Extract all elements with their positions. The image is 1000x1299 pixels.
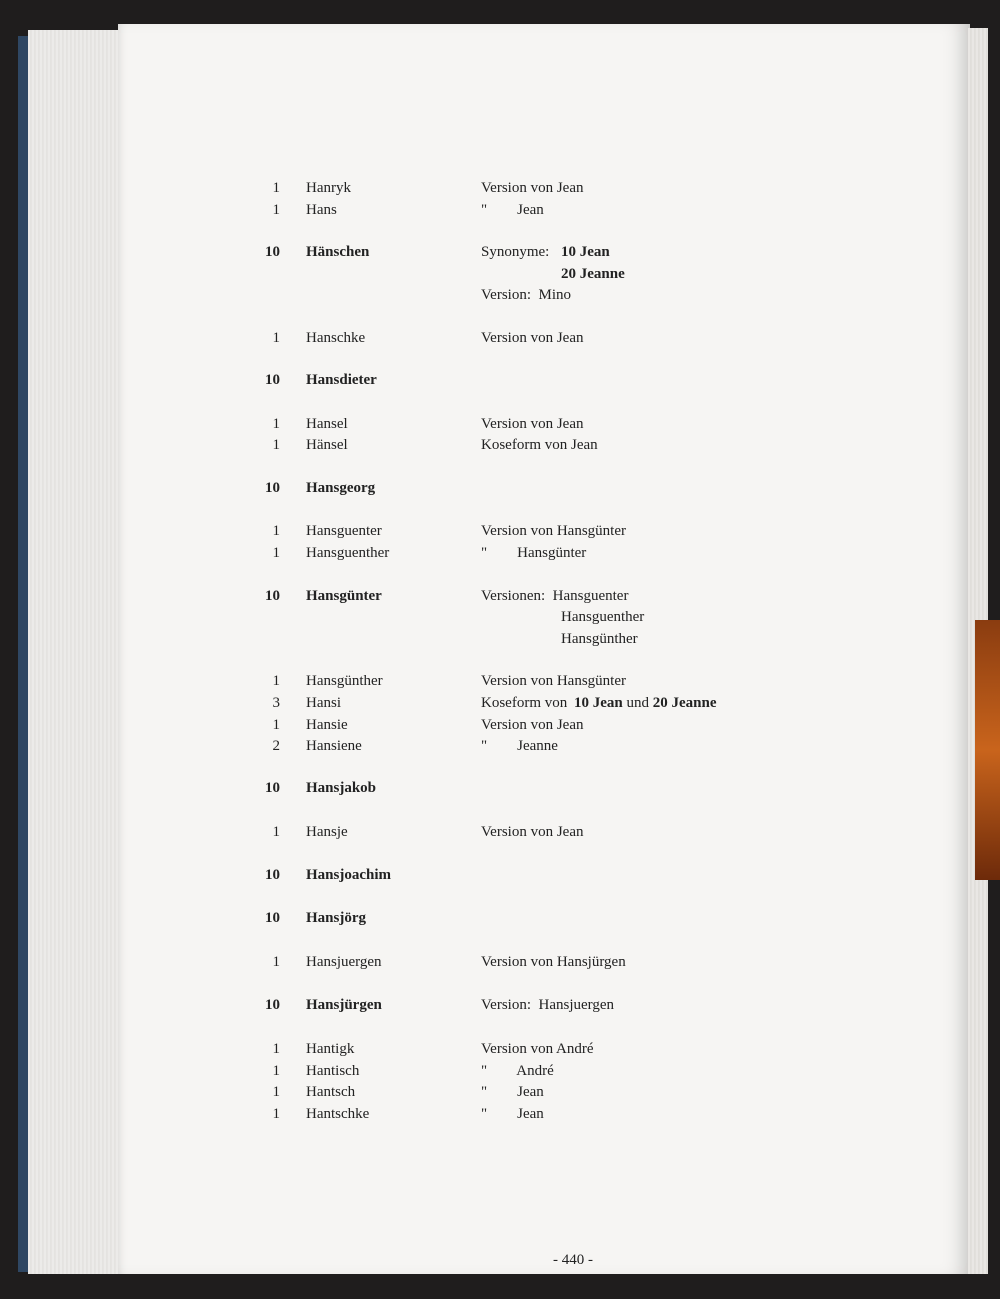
entry-number: 1 [272,1063,280,1079]
entry-number: 1 [272,717,280,733]
entry-name: Hantsch [306,1084,356,1100]
entry-description: Version von Hansgünter [481,523,626,539]
entry-number: 1 [272,1041,280,1057]
page-number: - 440 - [553,1252,593,1268]
entry-name: Hantigk [306,1041,355,1057]
entry-name: Hantschke [306,1106,370,1122]
entry-number: 1 [272,523,280,539]
entry-number: 1 [272,437,280,453]
entry-description: Version von Hansgünter [481,673,626,689]
entry-description: Version: Mino [481,287,571,303]
entry-name: Hansje [306,824,348,840]
entry-number: 1 [272,202,280,218]
entry-description: Version von Jean [481,824,584,840]
entry-description: Versionen: Hansguenter [481,588,629,604]
entry-description: Synonyme: [481,244,550,260]
entry-description: " Hansgünter [481,545,587,561]
hansi-und: und [626,695,649,711]
entry-number: 3 [272,695,280,711]
entry-name: Hansel [306,416,348,432]
hansi-bold-jean: 10 Jean [574,695,623,711]
entry-name: Hantisch [306,1063,360,1079]
entry-description: Version von Hansjürgen [481,954,626,970]
entry-name: Hanschke [306,330,366,346]
entry-name: Hansjoachim [306,867,392,883]
page-stack-left [28,30,120,1274]
entry-name: Hansgeorg [306,480,376,496]
entry-description: Koseform von [481,695,568,711]
entry-description: Version: Hansjuergen [481,997,615,1013]
entry-name: Hansjuergen [306,954,382,970]
entry-description: " Jean [481,1084,544,1100]
entry-number: 10 [265,997,280,1013]
entry-name: Hänschen [306,244,370,260]
entry-name: Hansgünther [306,673,383,689]
entry-number: 1 [272,416,280,432]
entry-name: Hansgünter [306,588,382,604]
entry-description: Version von Jean [481,180,584,196]
entry-name: Hanryk [306,180,351,196]
entry-number: 1 [272,824,280,840]
continuation-hansguenther: Hansguenther [561,609,645,625]
entry-name: Hansguenter [306,523,382,539]
entry-description: Version von André [481,1041,594,1057]
entry-description: " Jean [481,1106,544,1122]
entry-name: Hans [306,202,337,218]
entry-number: 10 [265,480,280,496]
entry-number: 2 [272,738,280,754]
entry-number: 1 [272,954,280,970]
entry-description: Koseform von Jean [481,437,598,453]
entry-name: Hansi [306,695,341,711]
entry-description: " Jeanne [481,738,558,754]
entry-number: 1 [272,545,280,561]
entry-number: 10 [265,780,280,796]
entry-name: Hansjürgen [306,997,382,1013]
entry-number: 10 [265,910,280,926]
entry-name: Hansguenther [306,545,390,561]
entry-name: Hansiene [306,738,362,754]
entry-number: 10 [265,372,280,388]
entry-number: 1 [272,180,280,196]
entry-number: 1 [272,1084,280,1100]
entry-name: Hansjakob [306,780,377,796]
entry-description: Version von Jean [481,416,584,432]
entry-number: 10 [265,867,280,883]
entry-description: Version von Jean [481,330,584,346]
background-object [975,620,1000,880]
entry-name: Hansjörg [306,910,366,926]
entry-name: Hänsel [306,437,348,453]
entry-number: 10 [265,588,280,604]
continuation-jean: 10 Jean [561,244,610,260]
entry-number: 1 [272,330,280,346]
entry-description: " André [481,1063,554,1079]
hansi-continuation [574,694,717,712]
hansi-bold-jeanne: 20 Jeanne [652,695,717,711]
entry-number: 1 [272,1106,280,1122]
continuation-hansguenther-umlaut: Hansgünther [561,631,638,647]
entry-number: 10 [265,244,280,260]
entry-description: " Jean [481,202,544,218]
entry-name: Hansdieter [306,372,377,388]
continuation-jeanne: 20 Jeanne [561,266,625,282]
entry-number: 1 [272,673,280,689]
entry-name: Hansie [306,717,348,733]
entry-description: Version von Jean [481,717,584,733]
